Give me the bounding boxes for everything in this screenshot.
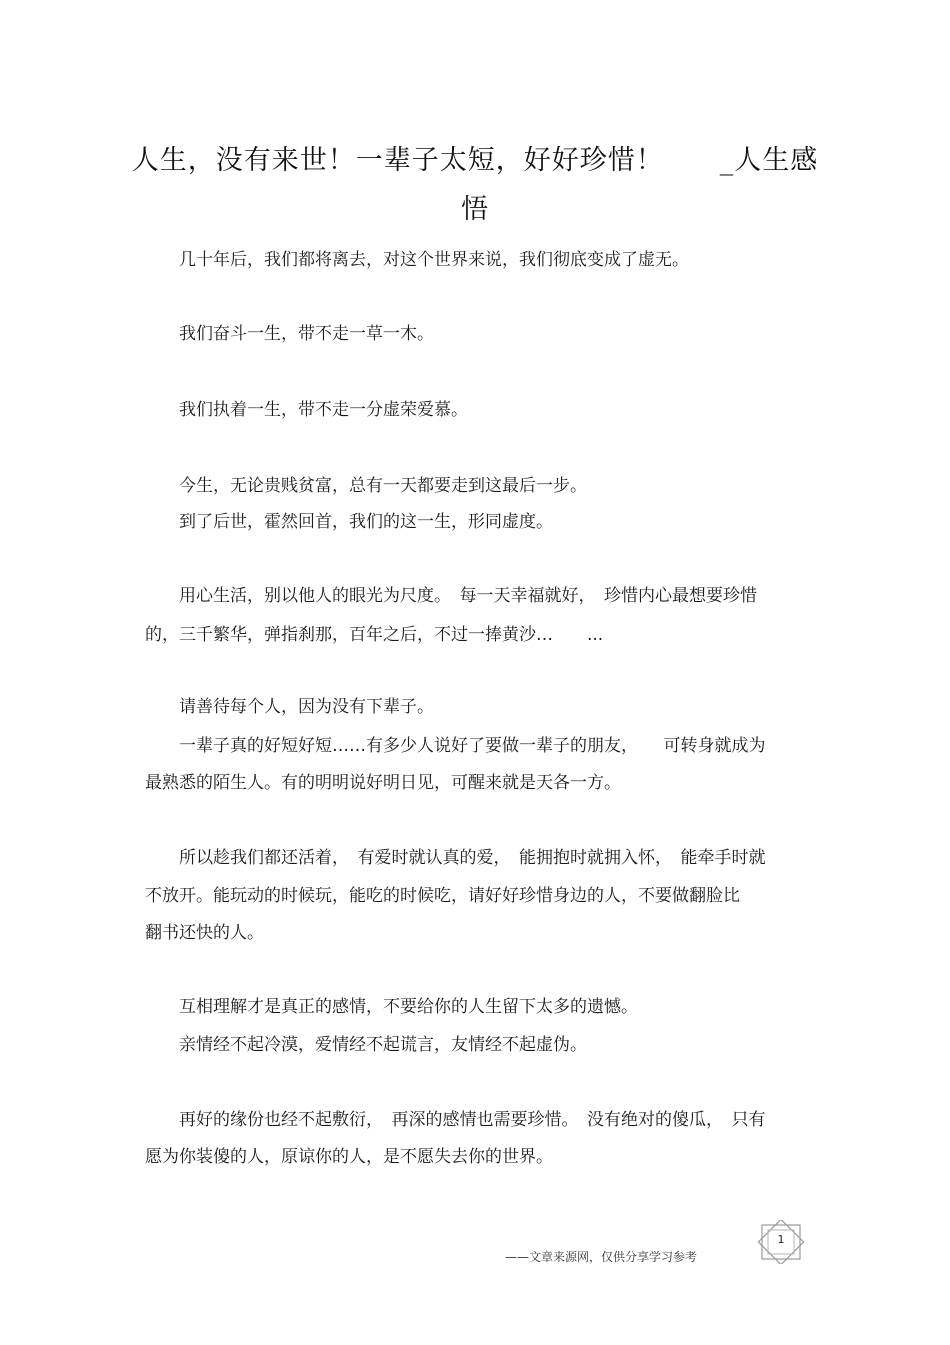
page-number-badge [756,1220,806,1264]
paragraph-line: 愿为你装傻的人，原谅你的人，是不愿失去你的世界。 [145,1147,553,1167]
paragraph-line: 我们执着一生，带不走一分虚荣爱慕。 [145,400,468,420]
paragraph-line: 一辈子真的好短好短……有多少人说好了要做一辈子的朋友， 可转身就成为 [145,736,766,756]
document-title-line-2: 悟 [461,194,489,225]
paragraph-line: 的，三千繁华，弹指刹那，百年之后，不过一捧黄沙… ... [145,625,604,645]
paragraph-line: 翻书还快的人。 [145,923,264,943]
paragraph-line: 所以趁我们都还活着， 有爱时就认真的爱， 能拥抱时就拥入怀， 能牵手时就 [145,848,766,868]
paragraph-line: 互相理解才是真正的感情，不要给你的人生留下太多的遗憾。 [145,997,638,1017]
paragraph-line: 亲情经不起冷漠，爱情经不起谎言，友情经不起虚伪。 [145,1035,587,1055]
source-note: ——文章来源网，仅供分享学习参考 [505,1250,698,1264]
paragraph-line: 不放开。能玩动的时候玩，能吃的时候吃，请好好珍惜身边的人，不要做翻脸比 [145,886,740,906]
document-title-line-1: 人生，没有来世！一辈子太短，好好珍惜！ _人生感 [131,145,819,176]
paragraph-line: 我们奋斗一生，带不走一草一木。 [145,324,434,344]
paragraph-line: 请善待每个人，因为没有下辈子。 [145,697,434,717]
paragraph-line: 到了后世，霍然回首，我们的这一生，形同虚度。 [145,512,553,532]
paragraph-line: 今生，无论贵贱贫富，总有一天都要走到这最后一步。 [145,476,587,496]
paragraph-line: 用心生活，别以他人的眼光为尺度。 每一天幸福就好， 珍惜内心最想要珍惜 [145,586,757,606]
paragraph-line: 几十年后，我们都将离去，对这个世界来说，我们彻底变成了虚无。 [145,250,689,270]
page-number: 1 [777,1233,785,1246]
paragraph-line: 再好的缘份也经不起敷衍， 再深的感情也需要珍惜。 没有绝对的傻瓜， 只有 [145,1110,766,1130]
paragraph-line: 最熟悉的陌生人。有的明明说好明日见，可醒来就是天各一方。 [145,773,621,793]
